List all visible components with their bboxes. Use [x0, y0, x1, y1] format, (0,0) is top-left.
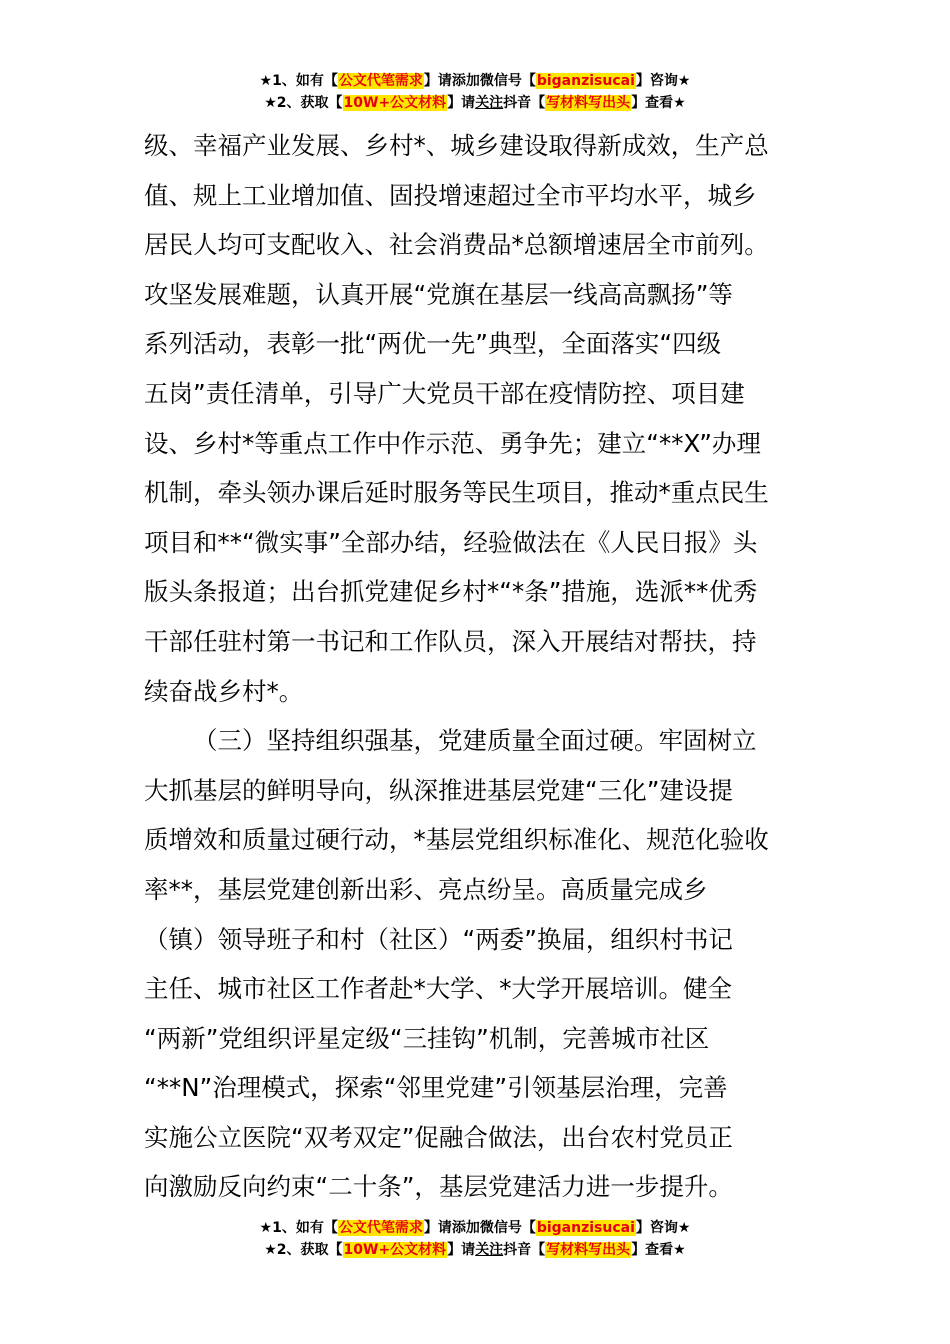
banner2-highlight-account: 写材料写出头: [546, 1242, 631, 1258]
body-line: 大抓基层的鲜明导向，纵深推进基层党建“三化”建设提: [144, 775, 733, 805]
body-line: 续奋战乡村*。: [144, 676, 304, 706]
banner1-suffix: 】咨询★: [635, 73, 691, 89]
header-ad-banner: [0, 70, 950, 114]
body-line: 五岗”责任清单，引导广大党员干部在疫情防控、项目建: [144, 378, 745, 408]
banner2-highlight-materials: 10W+公文材料: [343, 1242, 447, 1258]
body-line: （镇）领导班子和村（社区）“两委”换届，组织村书记: [144, 924, 733, 954]
banner-line-1: [0, 70, 950, 92]
body-line: 版头条报道；出台抓党建促乡村*“*条”措施，选派**优秀: [144, 577, 758, 607]
banner1-prefix: ★1、如有【: [259, 73, 338, 89]
body-line: 率**，基层党建创新出彩、亮点纷呈。高质量完成乡: [144, 874, 708, 904]
banner1-prefix: ★1、如有【: [259, 1220, 338, 1236]
banner2-mid-b: 抖音【: [503, 1242, 546, 1258]
body-line: 值、规上工业增加值、固投增速超过全市平均水平，城乡: [144, 180, 757, 210]
body-line: 质增效和质量过硬行动，*基层党组织标准化、规范化验收: [144, 825, 769, 855]
banner-line-1: [0, 1217, 950, 1239]
body-line: 干部任驻村第一书记和工作队员，深入开展结对帮扶，持: [144, 626, 757, 656]
body-line: 居民人均可支配收入、社会消费品*总额增速居全市前列。: [144, 230, 769, 260]
body-line: 向激励反向约束“二十条”，基层党建活力进一步提升。: [144, 1172, 733, 1202]
banner1-highlight-wechat-id: biganzisucai: [536, 73, 635, 89]
body-line: 系列活动，表彰一批“两优一先”典型，全面落实“四级: [144, 329, 722, 359]
banner2-highlight-account: 写材料写出头: [546, 95, 631, 111]
banner2-follow: 关注: [475, 1242, 504, 1258]
banner2-highlight-materials: 10W+公文材料: [343, 95, 447, 111]
banner1-suffix: 】咨询★: [635, 1220, 691, 1236]
banner2-mid-a: 】请: [447, 95, 476, 111]
body-line: 级、幸福产业发展、乡村*、城乡建设取得新成效，生产总: [144, 131, 769, 160]
body-line: 实施公立医院“双考双定”促融合做法，出台农村党员正: [144, 1122, 733, 1152]
body-line: “**N”治理模式，探索“邻里党建”引领基层治理，完善: [144, 1073, 728, 1103]
body-line: 设、乡村*等重点工作中作示范、勇争先；建立“**X”办理: [144, 428, 761, 458]
banner2-suffix: 】查看★: [631, 95, 686, 111]
body-line: 攻坚发展难题，认真开展“党旗在基层一线高高飘扬”等: [144, 279, 733, 309]
banner-line-2: [0, 92, 950, 114]
banner1-highlight-wechat-id: biganzisucai: [536, 1220, 635, 1236]
banner2-follow: 关注: [475, 95, 504, 111]
banner2-mid-b: 抖音【: [503, 95, 546, 111]
banner2-suffix: 】查看★: [631, 1242, 686, 1258]
section-heading-line: （三）坚持组织强基，党建质量全面过硬。牢固树立: [193, 726, 757, 756]
banner2-prefix: ★2、获取【: [264, 95, 343, 111]
footer-ad-banner: [0, 1217, 950, 1261]
document-body: [144, 121, 806, 1212]
banner1-mid: 】请添加微信号【: [423, 1220, 536, 1236]
banner-line-2: [0, 1239, 950, 1261]
body-line: 主任、城市社区工作者赴*大学、*大学开展培训。健全: [144, 974, 732, 1004]
banner1-mid: 】请添加微信号【: [423, 73, 536, 89]
banner2-prefix: ★2、获取【: [264, 1242, 343, 1258]
body-line: 项目和**“微实事”全部办结，经验做法在《人民日报》头: [144, 527, 758, 557]
body-line: 机制，牵头领办课后延时服务等民生项目，推动*重点民生: [144, 478, 769, 508]
banner1-highlight-service: 公文代笔需求: [338, 73, 423, 89]
banner1-highlight-service: 公文代笔需求: [338, 1220, 423, 1236]
body-line: “两新”党组织评星定级“三挂钩”机制，完善城市社区: [144, 1023, 710, 1053]
banner2-mid-a: 】请: [447, 1242, 476, 1258]
